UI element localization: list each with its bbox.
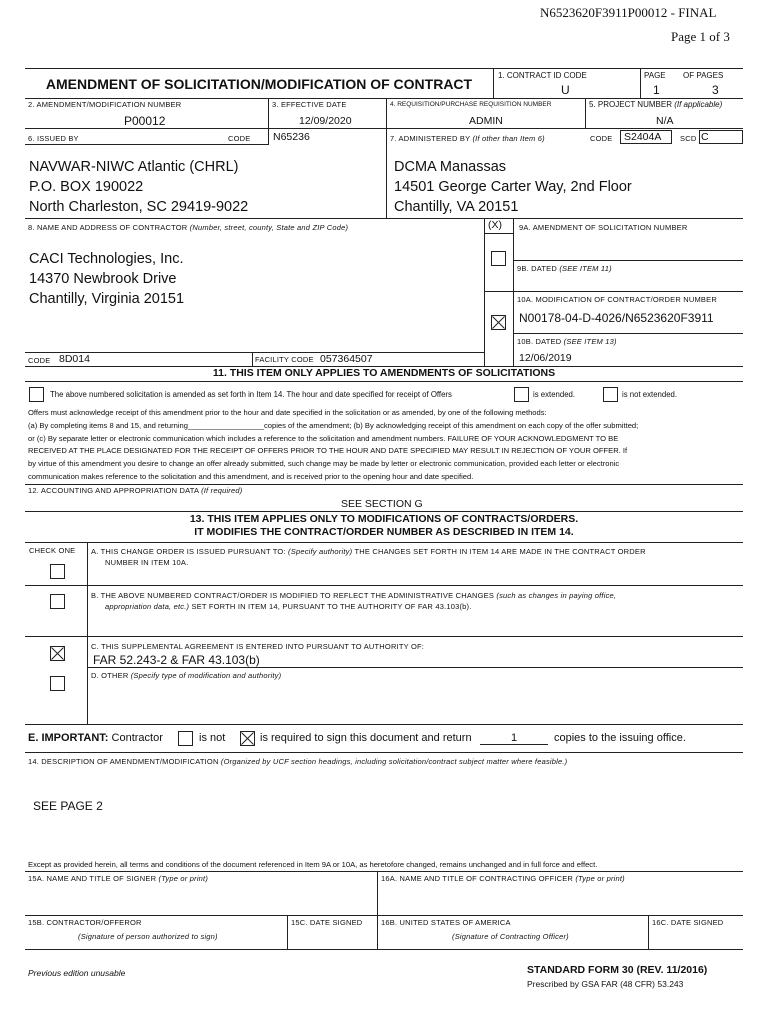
amend-num-label: 2. AMENDMENT/MODIFICATION NUMBER bbox=[28, 100, 182, 109]
footer-previous-edition: Previous edition unusable bbox=[28, 968, 126, 978]
is-not-extended-label: is not extended. bbox=[622, 390, 678, 399]
contractor-address: CACI Technologies, Inc. 14370 Newbrook Drive Chantilly, Virginia 20151 bbox=[29, 251, 185, 307]
item11-line1: The above numbered solicitation is amended as set forth in Item 14. The hour and date specified for receipt of Offers bbox=[50, 390, 452, 399]
page-number: 1 bbox=[653, 83, 660, 97]
item13a-checkbox[interactable] bbox=[50, 564, 65, 579]
form-title: AMENDMENT OF SOLICITATION/MODIFICATION OF CONTRACT bbox=[45, 76, 473, 92]
req-value: ADMIN bbox=[469, 115, 503, 127]
check-one-label: CHECK ONE bbox=[29, 546, 76, 555]
item13d-checkbox[interactable] bbox=[50, 676, 65, 691]
item13-title: 13. THIS ITEM APPLIES ONLY TO MODIFICATIONS OF CONTRACTS/ORDERS. IT MODIFIES THE CONTRACT/ORDER NUMBER AS DESCRIBED IN ITEM 14. bbox=[189, 513, 579, 538]
copies-text: copies to the issuing office. bbox=[554, 732, 686, 744]
item10b-label: 10B. DATED (SEE ITEM 13) bbox=[517, 337, 617, 346]
is-required-checkbox[interactable] bbox=[240, 731, 255, 746]
document-id: N6523620F3911P00012 - FINAL bbox=[540, 5, 717, 20]
item10b-value: 12/06/2019 bbox=[519, 352, 572, 364]
proj-label: 5. PROJECT NUMBER (If applicable) bbox=[589, 100, 723, 109]
item9a-label: 9A. AMENDMENT OF SOLICITATION NUMBER bbox=[519, 223, 688, 232]
eff-date-value: 12/09/2020 bbox=[299, 115, 352, 127]
item9b-label: 9B. DATED (SEE ITEM 11) bbox=[517, 264, 612, 273]
contract-id-label: 1. CONTRACT ID CODE bbox=[498, 71, 587, 80]
item13c-value: FAR 52.243-2 & FAR 43.103(b) bbox=[93, 653, 260, 667]
copies-count: 1 bbox=[480, 732, 548, 745]
item13b-text: B. THE ABOVE NUMBERED CONTRACT/ORDER IS MODIFIED TO REFLECT THE ADMINISTRATIVE CHANGES (such as changes in paying office, appropriation data, etc.) SET FORTH IN ITEM 14, PURSUANT TO THE AUTHORITY OF FAR 43.103(b). bbox=[91, 591, 617, 611]
item11-title: 11. THIS ITEM ONLY APPLIES TO AMENDMENTS OF SOLICITATIONS bbox=[212, 367, 556, 379]
item15c-label: 15C. DATE SIGNED bbox=[291, 918, 363, 927]
is-not-label: is not bbox=[199, 732, 226, 744]
page-indicator: Page 1 of 3 bbox=[671, 29, 730, 44]
admin-address: DCMA Manassas 14501 George Carter Way, 2nd Floor Chantilly, VA 20151 bbox=[394, 159, 632, 215]
issued-code-value: N65236 bbox=[273, 131, 310, 143]
amend-num-value: P00012 bbox=[124, 114, 166, 128]
item13c-label: C. THIS SUPPLEMENTAL AGREEMENT IS ENTERED INTO PURSUANT TO AUTHORITY OF: bbox=[91, 642, 425, 651]
item15a-label: 15A. NAME AND TITLE OF SIGNER (Type or print) bbox=[28, 874, 209, 883]
item13b-checkbox[interactable] bbox=[50, 594, 65, 609]
item16c-label: 16C. DATE SIGNED bbox=[652, 918, 724, 927]
is-extended-checkbox[interactable] bbox=[514, 387, 529, 402]
item15b-note: (Signature of person authorized to sign) bbox=[78, 932, 218, 941]
item16b-note: (Signature of Contracting Officer) bbox=[452, 932, 569, 941]
of-pages-label: OF PAGES bbox=[683, 71, 724, 80]
item10-checkbox[interactable] bbox=[491, 315, 506, 330]
req-label: 4. REQUISITION/PURCHASE REQUISITION NUMBER bbox=[390, 101, 552, 108]
issued-by-label: 6. ISSUED BY bbox=[28, 134, 79, 143]
footer-form-name: STANDARD FORM 30 (REV. 11/2016) bbox=[527, 964, 708, 976]
item15b-label: 15B. CONTRACTOR/OFFEROR bbox=[28, 918, 142, 927]
proj-value: N/A bbox=[656, 115, 674, 127]
item14-value: SEE PAGE 2 bbox=[33, 799, 103, 813]
admin-code-label: CODE bbox=[590, 134, 613, 143]
scd-label: SCD bbox=[680, 134, 697, 143]
except-text: Except as provided herein, all terms and conditions of the document referenced in Item 9A or 10A, as heretofore changed, remains unchanged and in full force and effect. bbox=[28, 860, 598, 869]
important-row: E. IMPORTANT: Contractor bbox=[28, 732, 163, 744]
scd-value: C bbox=[701, 131, 709, 143]
footer-prescribed: Prescribed by GSA FAR (48 CFR) 53.243 bbox=[527, 979, 684, 989]
page-label: PAGE bbox=[644, 71, 666, 80]
item13c-checkbox[interactable] bbox=[50, 646, 65, 661]
item12-label: 12. ACCOUNTING AND APPROPRIATION DATA (If required) bbox=[28, 486, 243, 495]
is-not-checkbox[interactable] bbox=[178, 731, 193, 746]
item11-text: Offers must acknowledge receipt of this amendment prior to the hour and date specified in the solicitation or as amended, by one of the following methods: (a) By completing items 8 and 15, and returning__________________copies of the amendment; (b) By acknowledging receipt of this amendment on each copy of the offer submitted; or (c) By separate letter or electronic communication which includes a reference to the solicitation and amendment numbers. FAILURE OF YOUR ACKNOWLEDGMENT TO BE RECEIVED AT THE PLACE DESIGNATED FOR THE RECEIPT OF OFFERS PRIOR TO THE HOUR AND DATE SPECIFIED MAY RESULT IN REJECTION OF YOUR OFFER. If by virtue of this amendment you desire to change an offer already submitted, such change may be made by letter or electronic communication, provided each letter or electronic communication makes reference to the solicitation and this amendment, and is received prior to the opening hour and date specified. bbox=[28, 408, 639, 481]
is-not-extended-checkbox[interactable] bbox=[603, 387, 618, 402]
contractor-code-value: 8D014 bbox=[59, 353, 90, 365]
item10a-value: N00178-04-D-4026/N6523620F3911 bbox=[519, 311, 714, 325]
item16b-label: 16B. UNITED STATES OF AMERICA bbox=[381, 918, 511, 927]
x-column-label: (X) bbox=[488, 219, 502, 231]
item14-label: 14. DESCRIPTION OF AMENDMENT/MODIFICATION (Organized by UCF section headings, including solicitation/contract subject matter where feasible.) bbox=[28, 757, 568, 766]
item12-value: SEE SECTION G bbox=[341, 498, 423, 510]
is-extended-label: is extended. bbox=[533, 390, 576, 399]
issued-code-label: CODE bbox=[228, 134, 251, 143]
eff-date-label: 3. EFFECTIVE DATE bbox=[272, 100, 347, 109]
facility-code-label: FACILITY CODE bbox=[255, 355, 314, 364]
item10a-label: 10A. MODIFICATION OF CONTRACT/ORDER NUMBER bbox=[517, 295, 717, 304]
contractor-code-label: CODE bbox=[28, 356, 51, 365]
item11-extended-lead-checkbox[interactable] bbox=[29, 387, 44, 402]
admin-by-label: 7. ADMINISTERED BY (If other than Item 6) bbox=[390, 134, 545, 143]
of-pages-number: 3 bbox=[712, 83, 719, 97]
contract-id-value: U bbox=[561, 83, 570, 97]
issuer-address: NAVWAR-NIWC Atlantic (CHRL) P.O. BOX 190022 North Charleston, SC 29419-9022 bbox=[29, 159, 249, 215]
contractor-label: 8. NAME AND ADDRESS OF CONTRACTOR (Number, street, county, State and ZIP Code) bbox=[28, 223, 349, 232]
item9-checkbox[interactable] bbox=[491, 251, 506, 266]
facility-code-value: 057364507 bbox=[320, 353, 373, 365]
item13d-text: D. OTHER (Specify type of modification and authority) bbox=[91, 671, 282, 680]
item16a-label: 16A. NAME AND TITLE OF CONTRACTING OFFICER (Type or print) bbox=[381, 874, 625, 883]
admin-code-value: S2404A bbox=[624, 131, 662, 143]
item13a-text: A. THIS CHANGE ORDER IS ISSUED PURSUANT TO: (Specify authority) THE CHANGES SET FORTH IN ITEM 14 ARE MADE IN THE CONTRACT ORDER NUMBER IN ITEM 10A. bbox=[91, 547, 646, 567]
is-required-label: is required to sign this document and return bbox=[260, 732, 472, 744]
